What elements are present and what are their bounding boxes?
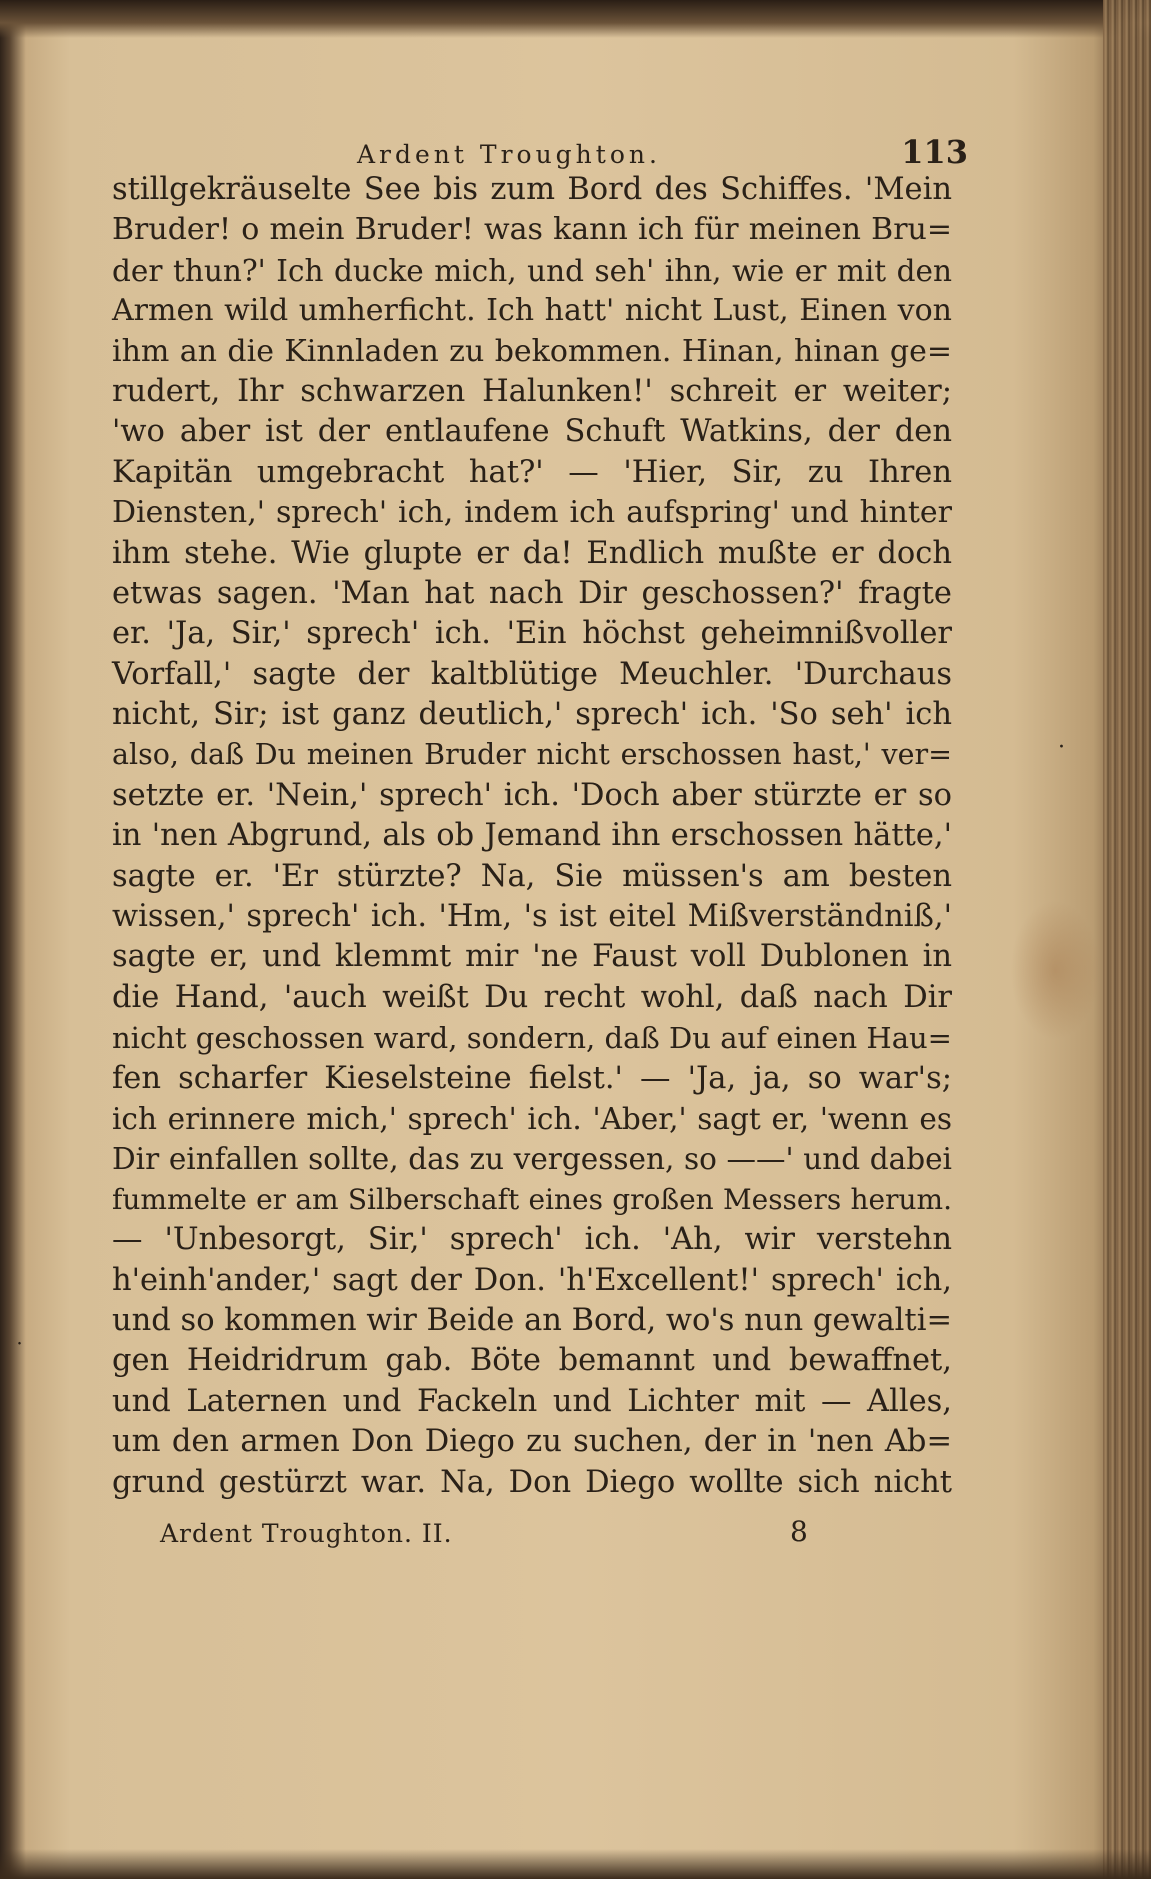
text-line: ihm stehe. Wie glupte er da! Endlich mußte er doch [112, 535, 952, 571]
text-line: setzte er. 'Nein,' sprech' ich. 'Doch aber stürzte er so [112, 777, 952, 813]
text-line: sagte er, und klemmt mir 'ne Faust voll Dublonen in [112, 939, 952, 975]
text-line: also, daß Du meinen Bruder nicht erschossen hast,' ver= [112, 738, 952, 772]
text-line: Diensten,' sprech' ich, indem ich aufspring' und hinter [112, 495, 952, 531]
body-text [112, 170, 952, 1503]
page-top-shadow [0, 0, 1151, 38]
text-line: die Hand, 'auch weißt Du recht wohl, daß nach Dir [112, 979, 952, 1015]
running-head [112, 120, 968, 171]
running-title: Ardent Troughton. [357, 140, 661, 169]
text-line: wissen,' sprech' ich. 'Hm, 's ist eitel Mißverständniß,' [112, 899, 952, 935]
text-block [112, 120, 968, 1557]
text-line: in 'nen Abgrund, als ob Jemand ihn erschossen hätte,' [112, 818, 952, 854]
text-line: der thun?' Ich ducke mich, und seh' ihn, wie er mit den [112, 253, 952, 288]
text-line: rudert, Ihr schwarzen Halunken!' schreit er weiter; [112, 373, 952, 409]
text-line: Bruder! o mein Bruder! was kann ich für meinen Bru= [112, 212, 952, 248]
text-line: Dir einfallen sollte, das zu vergessen, so ——' und dabei [112, 1142, 952, 1177]
margin-speck: · [1058, 735, 1065, 760]
text-line: um den armen Don Diego zu suchen, der in 'nen Ab= [112, 1424, 952, 1460]
text-line: sagte er. 'Er stürzte? Na, Sie müssen's am besten [112, 858, 952, 894]
text-line: gen Heidridrum gab. Böte bemannt und bewaffnet, [112, 1343, 952, 1379]
signature-line [112, 1507, 952, 1557]
text-line: fummelte er am Silberschaft eines großen Messers herum. [112, 1182, 952, 1216]
paper-stain [1010, 900, 1100, 1040]
text-line: und Laternen und Fackeln und Lichter mit — Alles, [112, 1383, 952, 1419]
page-bottom-shadow [0, 1849, 1151, 1879]
text-line: h'einh'ander,' sagt der Don. 'h'Excellent!' sprech' ich, [112, 1262, 952, 1298]
text-line: grund gestürzt war. Na, Don Diego wollte sich nicht [112, 1464, 952, 1500]
signature-title: Ardent Troughton. II. [160, 1518, 453, 1548]
text-line: — 'Unbesorgt, Sir,' sprech' ich. 'Ah, wir verstehn [112, 1222, 952, 1258]
text-line: und so kommen wir Beide an Bord, wo's nun gewalti= [112, 1302, 952, 1338]
text-line: etwas sagen. 'Man hat nach Dir geschossen?' fragte [112, 575, 952, 611]
text-line: Armen wild umherficht. Ich hatt' nicht Lust, Einen von [112, 293, 952, 329]
text-line: er. 'Ja, Sir,' sprech' ich. 'Ein höchst geheimnißvoller [112, 616, 952, 652]
text-line: ihm an die Kinnladen zu bekommen. Hinan, hinan ge= [112, 333, 952, 369]
book-fore-edge [1103, 0, 1151, 1879]
text-line: ich erinnere mich,' sprech' ich. 'Aber,' sagt er, 'wenn es [112, 1101, 952, 1136]
page-number: 113 [901, 133, 968, 171]
text-line: 'wo aber ist der entlaufene Schuft Watkins, der den [112, 414, 952, 450]
text-line: stillgekräuselte See bis zum Bord des Schiffes. 'Mein [112, 172, 952, 207]
text-line: nicht, Sir; ist ganz deutlich,' sprech' ich. 'So seh' ich [112, 697, 952, 733]
margin-speck: ˙ [14, 1340, 25, 1365]
text-line: Vorfall,' sagte der kaltblütige Meuchler. 'Durchaus [112, 656, 952, 692]
signature-number: 8 [790, 1514, 808, 1548]
text-line: Kapitän umgebracht hat?' — 'Hier, Sir, zu Ihren [112, 454, 952, 490]
text-line: nicht geschossen ward, sondern, daß Du auf einen Hau= [112, 1021, 952, 1056]
text-line: fen scharfer Kieselsteine fielst.' — 'Ja, ja, so war's; [112, 1060, 952, 1096]
